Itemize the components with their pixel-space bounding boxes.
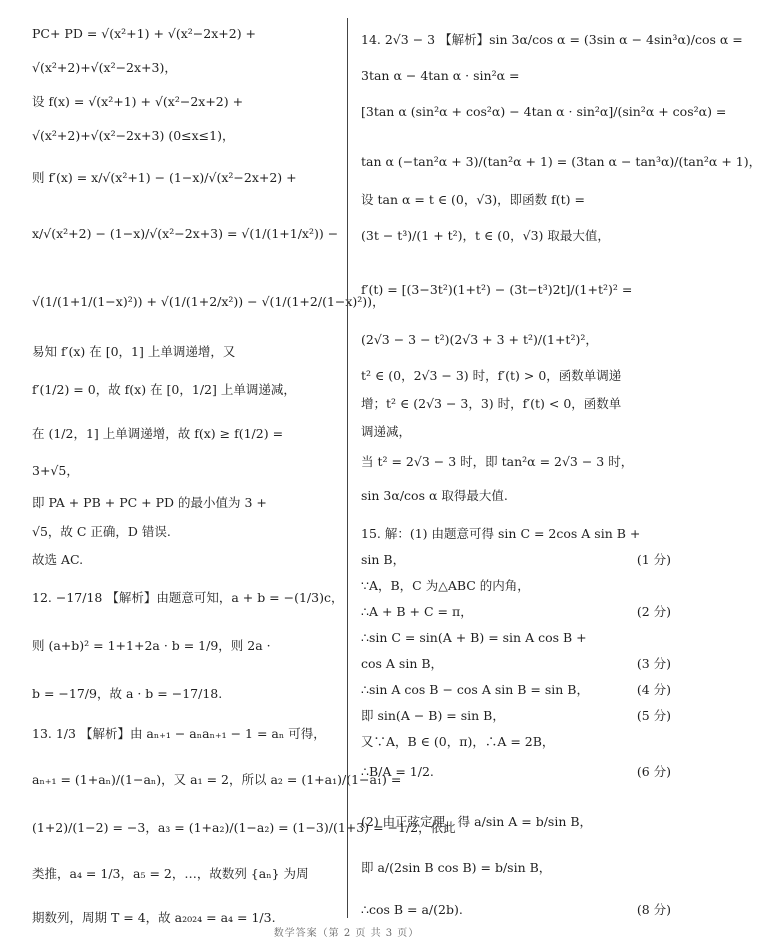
text-line: ∴A + B + C = π，: [361, 604, 473, 619]
text-line: b = −17/9，故 a · b = −17/18.: [32, 686, 223, 701]
text-line: sin 3α/cos α 取得最大值.: [361, 488, 508, 503]
text-line: (1+2)/(1−2) = −3，a₃ = (1+a₂)/(1−a₂) = (1−3)/(1+3) = −1/2，依此: [32, 820, 456, 835]
score-label: (6 分): [636, 764, 671, 779]
text-line: √(1/(1+1/(1−x)²)) + √(1/(1+2/x²)) − √(1/(1+2/(1−x)²))，: [32, 294, 385, 309]
text-line: sin B，: [361, 552, 406, 567]
text-line: 即 sin(A − B) = sin B，: [361, 708, 505, 723]
text-line: 当 t² = 2√3 − 3 时，即 tan²α = 2√3 − 3 时，: [361, 454, 634, 469]
text-line: tan α (−tan²α + 3)/(tan²α + 1) = (3tan α − tan³α)/(tan²α + 1)，: [361, 154, 761, 169]
text-line: t² ∈ (0，2√3 − 3) 时，f′(t) > 0，函数单调递: [361, 368, 622, 383]
text-line: 调递减，: [361, 424, 412, 439]
text-line: (2) 由正弦定理，得 a/sin A = b/sin B，: [361, 814, 593, 829]
text-line: x/√(x²+2) − (1−x)/√(x²−2x+3) = √(1/(1+1/x²)) −: [32, 226, 339, 241]
score-label: (5 分): [636, 708, 671, 723]
score-label: (4 分): [636, 682, 671, 697]
score-label: (8 分): [636, 902, 671, 917]
text-line: √(x²+2)+√(x²−2x+3) (0≤x≤1)，: [32, 128, 235, 143]
text-line: f′(t) = [(3−3t²)(1+t²) − (3t−t³)2t]/(1+t²)² =: [361, 282, 633, 297]
text-line: ∴sin A cos B − cos A sin B = sin B，: [361, 682, 589, 697]
text-line: [3tan α (sin²α + cos²α) − 4tan α · sin²α]/(sin²α + cos²α) =: [361, 104, 727, 119]
text-line: (2√3 − 3 − t²)(2√3 + 3 + t²)/(1+t²)²，: [361, 332, 598, 347]
text-line: aₙ₊₁ = (1+aₙ)/(1−aₙ)，又 a₁ = 2，所以 a₂ = (1+a₁)/(1−a₁) =: [32, 772, 402, 787]
score-label: (1 分): [636, 552, 671, 567]
text-line: 故选 AC.: [32, 552, 84, 567]
column-divider: [347, 18, 348, 918]
score-label: (3 分): [636, 656, 671, 671]
text-line: 又∵A，B ∈ (0，π)，∴A = 2B，: [361, 734, 555, 749]
text-line: 在 (1/2，1] 上单调递增，故 f(x) ≥ f(1/2) =: [32, 426, 284, 441]
question-13: 13. 1/3 【解析】由 aₙ₊₁ − aₙaₙ₊₁ − 1 = aₙ 可得，: [32, 726, 326, 741]
score-label: (2 分): [636, 604, 671, 619]
text-line: 则 f′(x) = x/√(x²+1) − (1−x)/√(x²−2x+2) +: [32, 170, 297, 185]
text-line: 易知 f′(x) 在 [0，1] 上单调递增，又: [32, 344, 236, 359]
text-line: √5，故 C 正确，D 错误.: [32, 524, 171, 539]
text-line: (3t − t³)/(1 + t²)，t ∈ (0，√3) 取最大值，: [361, 228, 610, 243]
text-line: 设 f(x) = √(x²+1) + √(x²−2x+2) +: [32, 94, 244, 109]
question-12: 12. −17/18 【解析】由题意可知，a + b = −(1/3)c，: [32, 590, 344, 605]
text-line: 3tan α − 4tan α · sin²α =: [361, 68, 520, 83]
text-line: ∵A，B，C 为△ABC 的内角，: [361, 578, 530, 593]
text-line: √(x²+2)+√(x²−2x+3)，: [32, 60, 177, 75]
text-line: f′(1/2) = 0，故 f(x) 在 [0，1/2] 上单调递减，: [32, 382, 296, 397]
text-line: cos A sin B，: [361, 656, 444, 671]
question-15: 15. 解：(1) 由题意可得 sin C = 2cos A sin B +: [361, 526, 641, 541]
text-line: 设 tan α = t ∈ (0，√3)，即函数 f(t) =: [361, 192, 586, 207]
question-14: 14. 2√3 − 3 【解析】sin 3α/cos α = (3sin α − 4sin³α)/cos α =: [361, 32, 743, 47]
text-line: 类推，a₄ = 1/3，a₅ = 2，…，故数列 {aₙ} 为周: [32, 866, 309, 881]
text-line: ∴cos B = a/(2b).: [361, 902, 463, 917]
text-line: ∴B/A = 1/2.: [361, 764, 434, 779]
text-line: 增；t² ∈ (2√3 − 3，3) 时，f′(t) < 0，函数单: [361, 396, 622, 411]
text-line: PC+ PD = √(x²+1) + √(x²−2x+2) +: [32, 26, 257, 41]
text-line: 3+√5，: [32, 463, 79, 478]
text-line: ∴sin C = sin(A + B) = sin A cos B +: [361, 630, 587, 645]
page-footer: 数学答案（第 2 页 共 3 页）: [273, 928, 420, 939]
text-line: 则 (a+b)² = 1+1+2a · b = 1/9，则 2a ·: [32, 638, 271, 653]
text-line: 期数列，周期 T = 4，故 a₂₀₂₄ = a₄ = 1/3.: [32, 910, 276, 925]
text-line: 即 PA + PB + PC + PD 的最小值为 3 +: [32, 495, 267, 510]
text-line: 即 a/(2sin B cos B) = b/sin B，: [361, 860, 552, 875]
